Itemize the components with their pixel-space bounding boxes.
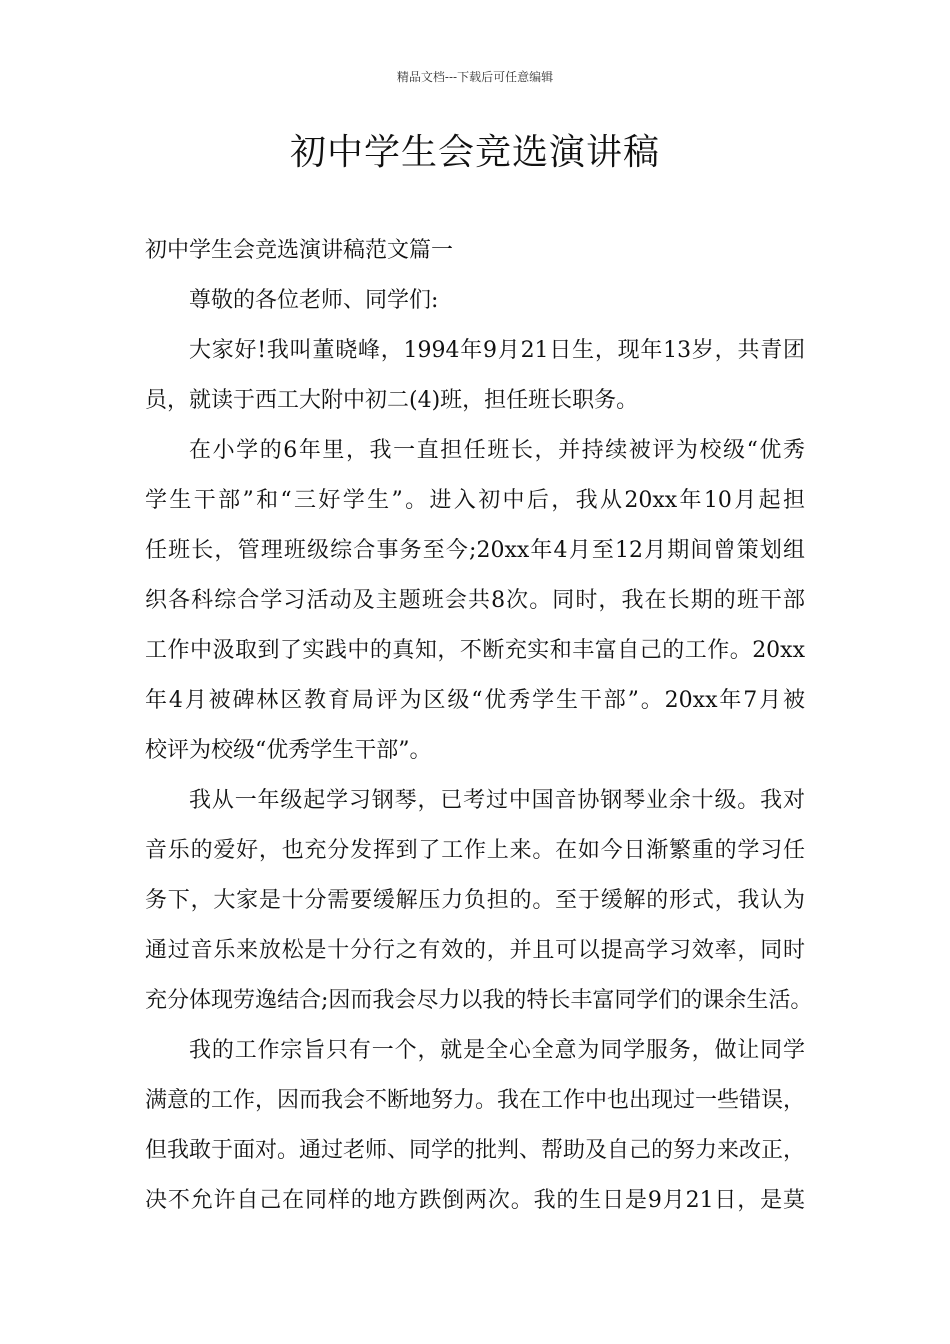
body-line: 学生干部”和“三好学生”。进入初中后，我从20xx年10月起担 (145, 488, 805, 513)
body-line: 尊敬的各位老师、同学们: (189, 288, 439, 313)
body-line: 织各科综合学习活动及主题班会共8次。同时，我在长期的班干部 (145, 588, 805, 613)
body-line: 我从一年级起学习钢琴，已考过中国音协钢琴业余十级。我对 (189, 788, 805, 813)
body-line: 初中学生会竞选演讲稿范文篇一 (145, 238, 454, 263)
document-title: 初中学生会竞选演讲稿 (289, 132, 660, 173)
body-line: 我的工作宗旨只有一个，就是全心全意为同学服务，做让同学 (189, 1038, 805, 1063)
body-line: 年4月被碑林区教育局评为区级“优秀学生干部”。20xx年7月被 (145, 688, 805, 713)
body-line: 音乐的爱好，也充分发挥到了工作上来。在如今日渐繁重的学习任 (145, 838, 805, 863)
body-line: 大家好!我叫董晓峰，1994年9月21日生，现年13岁，共青团 (189, 338, 805, 363)
body-line: 满意的工作，因而我会不断地努力。我在工作中也出现过一些错误， (145, 1088, 806, 1113)
body-line: 充分体现劳逸结合;因而我会尽力以我的特长丰富同学们的课余生活。 (145, 988, 813, 1013)
header-note: 精品文档---下载后可任意编辑 (396, 70, 554, 84)
body-line: 在小学的6年里，我一直担任班长，并持续被评为校级“优秀 (189, 438, 805, 463)
body-line: 但我敢于面对。通过老师、同学的批判、帮助及自己的努力来改正， (145, 1138, 806, 1163)
body-line: 任班长，管理班级综合事务至今;20xx年4月至12月期间曾策划组 (145, 538, 805, 563)
body-line: 决不允许自己在同样的地方跌倒两次。我的生日是9月21日，是莫 (145, 1188, 805, 1213)
body-line: 员，就读于西工大附中初二(4)班，担任班长职务。 (145, 388, 639, 413)
document-body (145, 226, 813, 1226)
body-line: 工作中汲取到了实践中的真知，不断充实和丰富自己的工作。20xx (145, 638, 805, 663)
body-line: 校评为校级“优秀学生干部”。 (145, 738, 432, 763)
body-line: 务下，大家是十分需要缓解压力负担的。至于缓解的形式，我认为 (145, 888, 805, 913)
body-line: 通过音乐来放松是十分行之有效的，并且可以提高学习效率，同时 (145, 938, 805, 963)
